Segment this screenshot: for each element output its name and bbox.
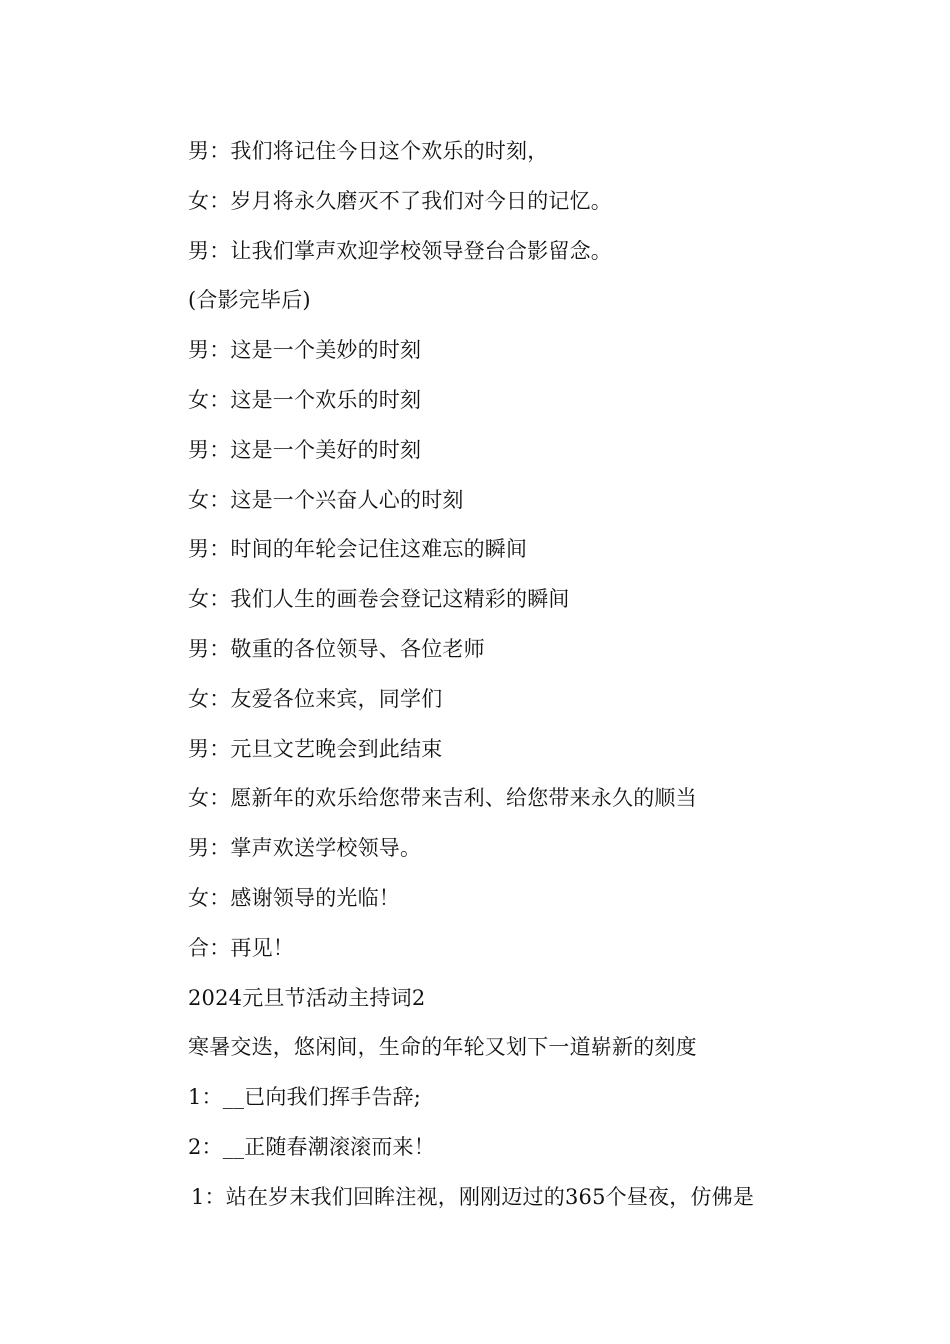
script-line: 男：让我们掌声欢迎学校领导登台合影留念。 (188, 238, 612, 263)
script-line: 2：__正随春潮滚滚而来！ (188, 1134, 435, 1159)
script-line: 1：__已向我们挥手告辞; (188, 1085, 422, 1110)
script-line: 女：岁月将永久磨灭不了我们对今日的记忆。 (188, 188, 612, 213)
script-line: 男：时间的年轮会记住这难忘的瞬间 (188, 537, 528, 562)
script-line: 男：元旦文艺晚会到此结束 (188, 736, 443, 761)
script-line: 男：这是一个美好的时刻 (188, 437, 422, 462)
script-line: 女：这是一个兴奋人心的时刻 (188, 487, 464, 512)
script-line: 女：友爱各位来宾，同学们 (188, 686, 443, 711)
script-line: 女：感谢领导的光临！ (188, 885, 400, 910)
script-line: 男：掌声欢送学校领导。 (188, 836, 422, 861)
script-line: 合：再见！ (188, 935, 294, 960)
script-line: 男：我们将记住今日这个欢乐的时刻， (188, 139, 549, 163)
script-lines (188, 132, 828, 1228)
script-line: 男：敬重的各位领导、各位老师 (188, 636, 485, 661)
script-line: 1：站在岁末我们回眸注视，刚刚迈过的365个昼夜，仿佛是 (191, 1184, 755, 1209)
script-line: 寒暑交迭，悠闲间，生命的年轮又划下一道崭新的刻度 (188, 1035, 697, 1060)
stage-direction: (合影完毕后) (188, 288, 311, 313)
script-line: 女：我们人生的画卷会登记这精彩的瞬间 (188, 587, 570, 612)
section-heading: 2024元旦节活动主持词2 (188, 985, 426, 1010)
script-line: 男：这是一个美妙的时刻 (188, 338, 422, 363)
script-line: 女：这是一个欢乐的时刻 (188, 387, 422, 412)
script-line: 女：愿新年的欢乐给您带来吉利、给您带来永久的顺当 (188, 786, 697, 811)
